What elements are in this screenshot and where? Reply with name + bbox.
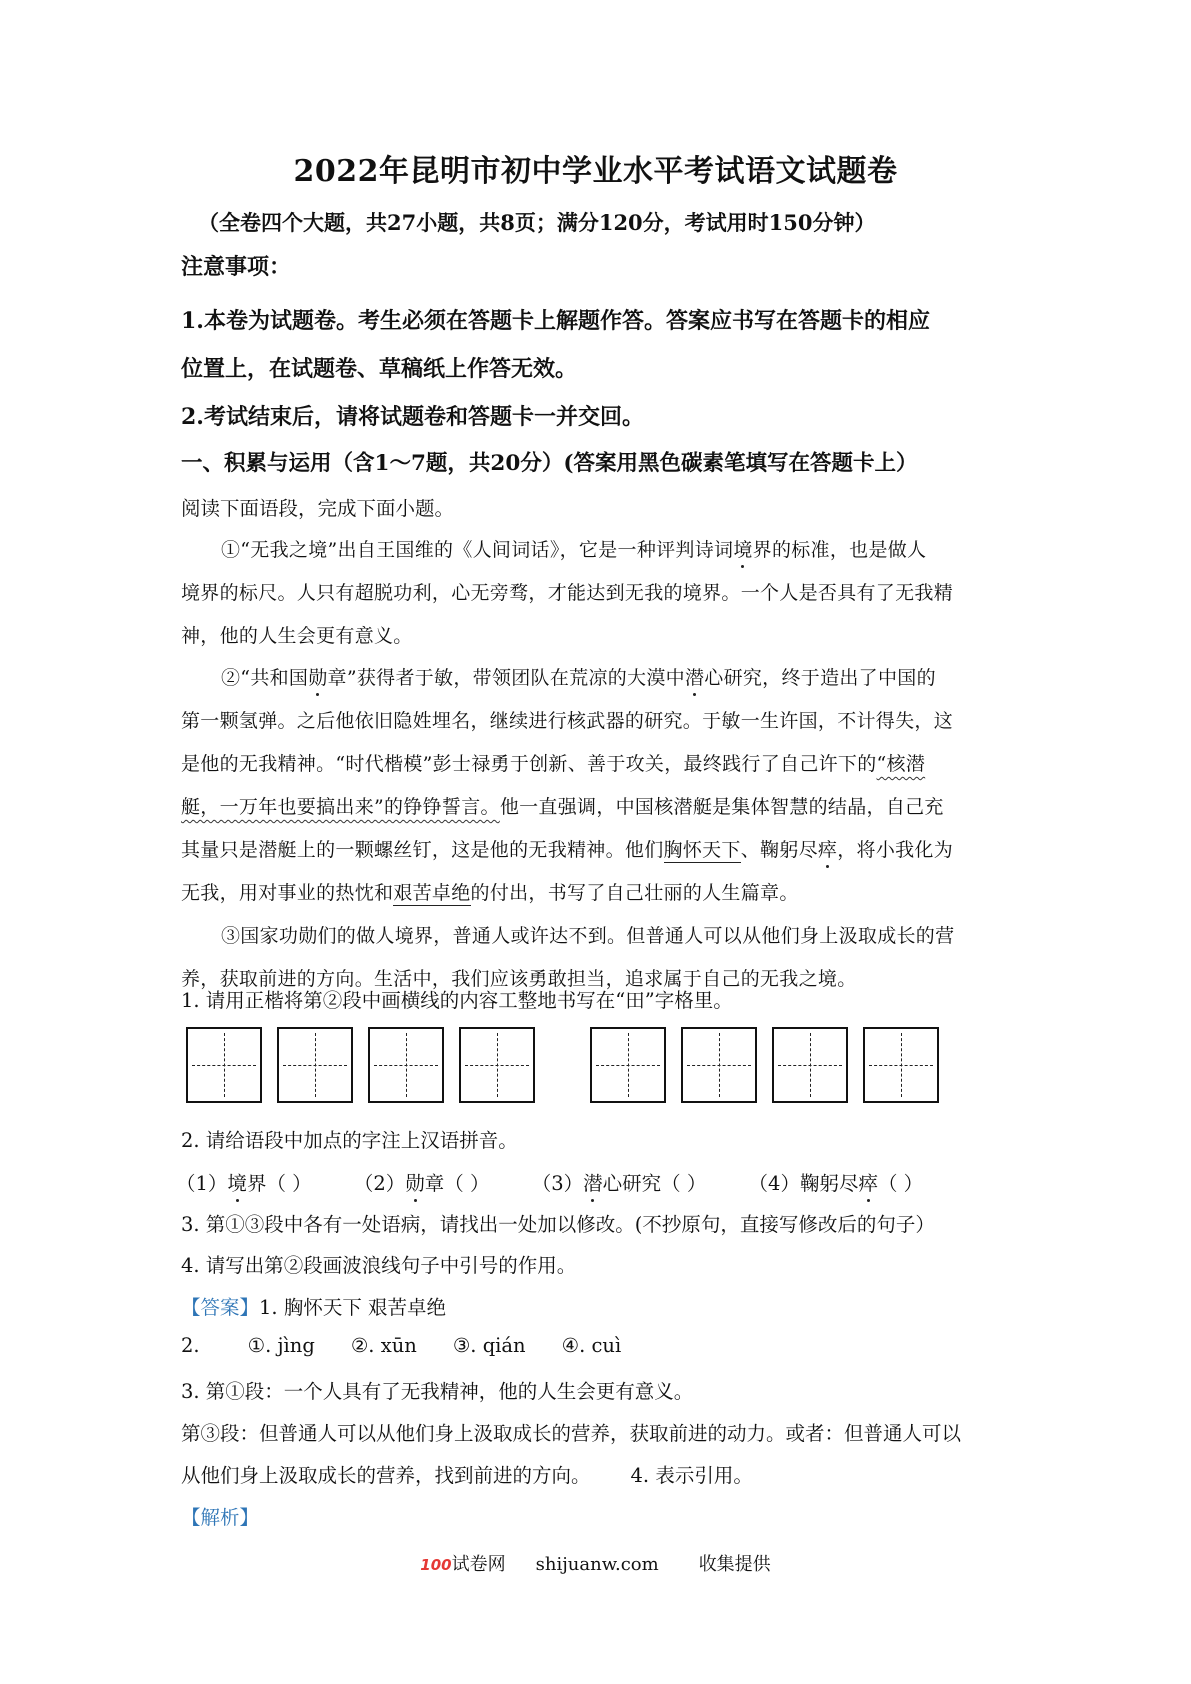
dotted-char: 境 (733, 539, 753, 561)
text-span: 章”获得者于敏，带领团队在荒凉的大漠中 (327, 667, 685, 689)
text-span: 章（ ） (424, 1172, 490, 1195)
footer-brand: 试卷网 (451, 1554, 506, 1575)
paragraph-1-line-1 (221, 535, 926, 562)
grid-line (719, 1033, 720, 1097)
grid-box[interactable] (863, 1027, 939, 1103)
brand-logo-icon: 100 (420, 1556, 452, 1574)
grid-line (315, 1033, 316, 1097)
text-span: 4. 表示引用。 (630, 1464, 753, 1487)
pinyin-item-3 (532, 1172, 707, 1195)
grid-line (224, 1033, 225, 1097)
pinyin-answer: ②. xūn (350, 1334, 417, 1357)
text-span: ①“无我之境”出自王国维的《人间词话》，它是一种评判诗词 (221, 539, 734, 561)
text-span: 心研究（ ） (602, 1172, 707, 1195)
answer-label: 【答案】 (181, 1296, 260, 1319)
text-span: 其量只是潜艇上的一颗螺丝钉，这是他的无我精神。他们 (181, 839, 664, 861)
text-span: 他一直强调，中国核潜艇是集体智慧的结晶，自己充 (499, 796, 944, 818)
reading-instruction: 阅读下面语段，完成下面小题。 (181, 497, 455, 520)
paragraph-2-line-3 (181, 749, 925, 776)
paragraph-2-line-2: 第一颗氢弹。之后他依旧隐姓埋名，继续进行核武器的研究。于敏一生许国，不计得失，这 (181, 710, 954, 732)
paragraph-2-line-6 (181, 878, 799, 905)
question-1: 1. 请用正楷将第②段中画横线的内容工整地书写在“田”字格里。 (181, 989, 733, 1012)
pinyin-answer: ③. qián (452, 1334, 526, 1357)
grid-box[interactable] (186, 1027, 262, 1103)
grid-box[interactable] (590, 1027, 666, 1103)
wavy-underlined-text: “核潜 (876, 753, 926, 775)
text-span: （4）鞠躬尽 (748, 1172, 859, 1195)
notice-item-2: 2.考试结束后，请将试题卷和答题卡一并交回。 (181, 404, 644, 430)
text-span: ②“共和国 (221, 667, 309, 689)
answer-3-line-3 (181, 1460, 753, 1488)
text-span: 从他们身上汲取成长的营养，找到前进的方向。 (181, 1464, 591, 1487)
analysis-label: 【解析】 (181, 1506, 260, 1529)
dotted-char: 潜 (583, 1172, 603, 1195)
text-span: （2） (353, 1172, 406, 1195)
page-title: 2022年昆明市初中学业水平考试语文试题卷 (293, 154, 898, 189)
grid-line (810, 1033, 811, 1097)
grid-line (628, 1033, 629, 1097)
question-2: 2. 请给语段中加点的字注上汉语拼音。 (181, 1129, 518, 1152)
dotted-char: 勋 (308, 667, 328, 689)
text-span: 、鞠躬尽 (740, 839, 818, 861)
wavy-underlined-text: 艇，一万年也要搞出来”的铮铮誓言。 (181, 796, 500, 818)
pinyin-answer: ①. jìng (247, 1334, 315, 1357)
pinyin-item-4 (749, 1172, 924, 1195)
question-4: 4. 请写出第②段画波浪线句子中引号的作用。 (181, 1254, 577, 1277)
grid-box[interactable] (681, 1027, 757, 1103)
text-span: （3） (531, 1172, 584, 1195)
dotted-char: 瘁 (817, 839, 838, 861)
notice-item-1-line-1: 1.本卷为试题卷。考生必须在答题卡上解题作答。答案应书写在答题卡的相应 (181, 308, 930, 334)
text-span: 的付出，书写了自己壮丽的人生篇章。 (470, 882, 799, 904)
paragraph-3-line-2: 养，获取前进的方向。生活中，我们应该勇敢担当，追求属于自己的无我之境。 (181, 968, 857, 990)
paragraph-3-line-1: ③国家功勋们的做人境界，普通人或许达不到。但普通人可以从他们身上汲取成长的营 (221, 925, 955, 947)
grid-box[interactable] (277, 1027, 353, 1103)
tianzige-grid[interactable] (186, 1027, 946, 1107)
pinyin-answer: ④. cuì (561, 1334, 622, 1357)
pinyin-item-1 (176, 1172, 312, 1195)
grid-box[interactable] (368, 1027, 444, 1103)
text-span: 是他的无我精神。“时代楷模”彭士禄勇于创新、善于攻关，最终践行了自己许下的 (181, 753, 877, 775)
section-1-heading: 一、积累与运用（含1～7题，共20分）(答案用黑色碳素笔填写在答题卡上） (181, 451, 918, 476)
notice-heading: 注意事项： (181, 254, 292, 280)
grid-line (901, 1033, 902, 1097)
pinyin-item-2 (354, 1172, 490, 1195)
dotted-char: 潜 (684, 667, 705, 689)
dotted-char: 勋 (405, 1172, 425, 1195)
page-footer (0, 1550, 1191, 1576)
question-3: 3. 第①③段中各有一处语病，请找出一处加以修改。(不抄原句，直接写修改后的句子） (181, 1213, 935, 1236)
answer-3-line-2: 第③段：但普通人可以从他们身上汲取成长的营养，获取前进的动力。或者：但普通人可以 (181, 1422, 962, 1445)
answer-3-line-1: 3. 第①段：一个人具有了无我精神，他的人生会更有意义。 (181, 1380, 694, 1403)
answer-1 (181, 1292, 446, 1320)
notice-item-1-line-2: 位置上，在试题卷、草稿纸上作答无效。 (181, 356, 578, 382)
underlined-text: 艰苦卓绝 (393, 882, 471, 904)
text-span: 1. 胸怀天下 艰苦卓绝 (259, 1296, 447, 1319)
grid-line (497, 1033, 498, 1097)
footer-site[interactable]: shijuanw.com (535, 1554, 659, 1575)
underlined-text: 胸怀天下 (663, 839, 741, 861)
paragraph-2-line-5 (181, 835, 953, 862)
answer-2 (181, 1334, 621, 1357)
grid-box[interactable] (772, 1027, 848, 1103)
text-span: 心研究，终于造出了中国的 (704, 667, 936, 689)
grid-box[interactable] (459, 1027, 535, 1103)
exam-info: （全卷四个大题，共27小题，共8页；满分120分，考试用时150分钟） (198, 210, 876, 235)
paragraph-2-line-4 (181, 792, 944, 819)
text-span: 界的标准，也是做人 (752, 539, 927, 561)
text-span: 界（ ） (246, 1172, 312, 1195)
question-2-items (176, 1168, 923, 1196)
paragraph-1-line-2: 境界的标尺。人只有超脱功利，心无旁骛，才能达到无我的境界。一个人是否具有了无我精 (181, 582, 954, 604)
grid-line (406, 1033, 407, 1097)
text-span: （1） (176, 1172, 228, 1195)
text-span: 无我，用对事业的热忱和 (181, 882, 394, 904)
text-span: ，将小我化为 (837, 839, 954, 861)
text-span: （ ） (877, 1172, 924, 1195)
paragraph-2-line-1 (221, 663, 936, 690)
dotted-char: 境 (227, 1172, 247, 1195)
dotted-char: 瘁 (858, 1172, 878, 1195)
footer-note: 收集提供 (698, 1554, 771, 1575)
paragraph-1-line-3: 神，他的人生会更有意义。 (181, 625, 413, 647)
text-span: 2. (181, 1334, 200, 1357)
